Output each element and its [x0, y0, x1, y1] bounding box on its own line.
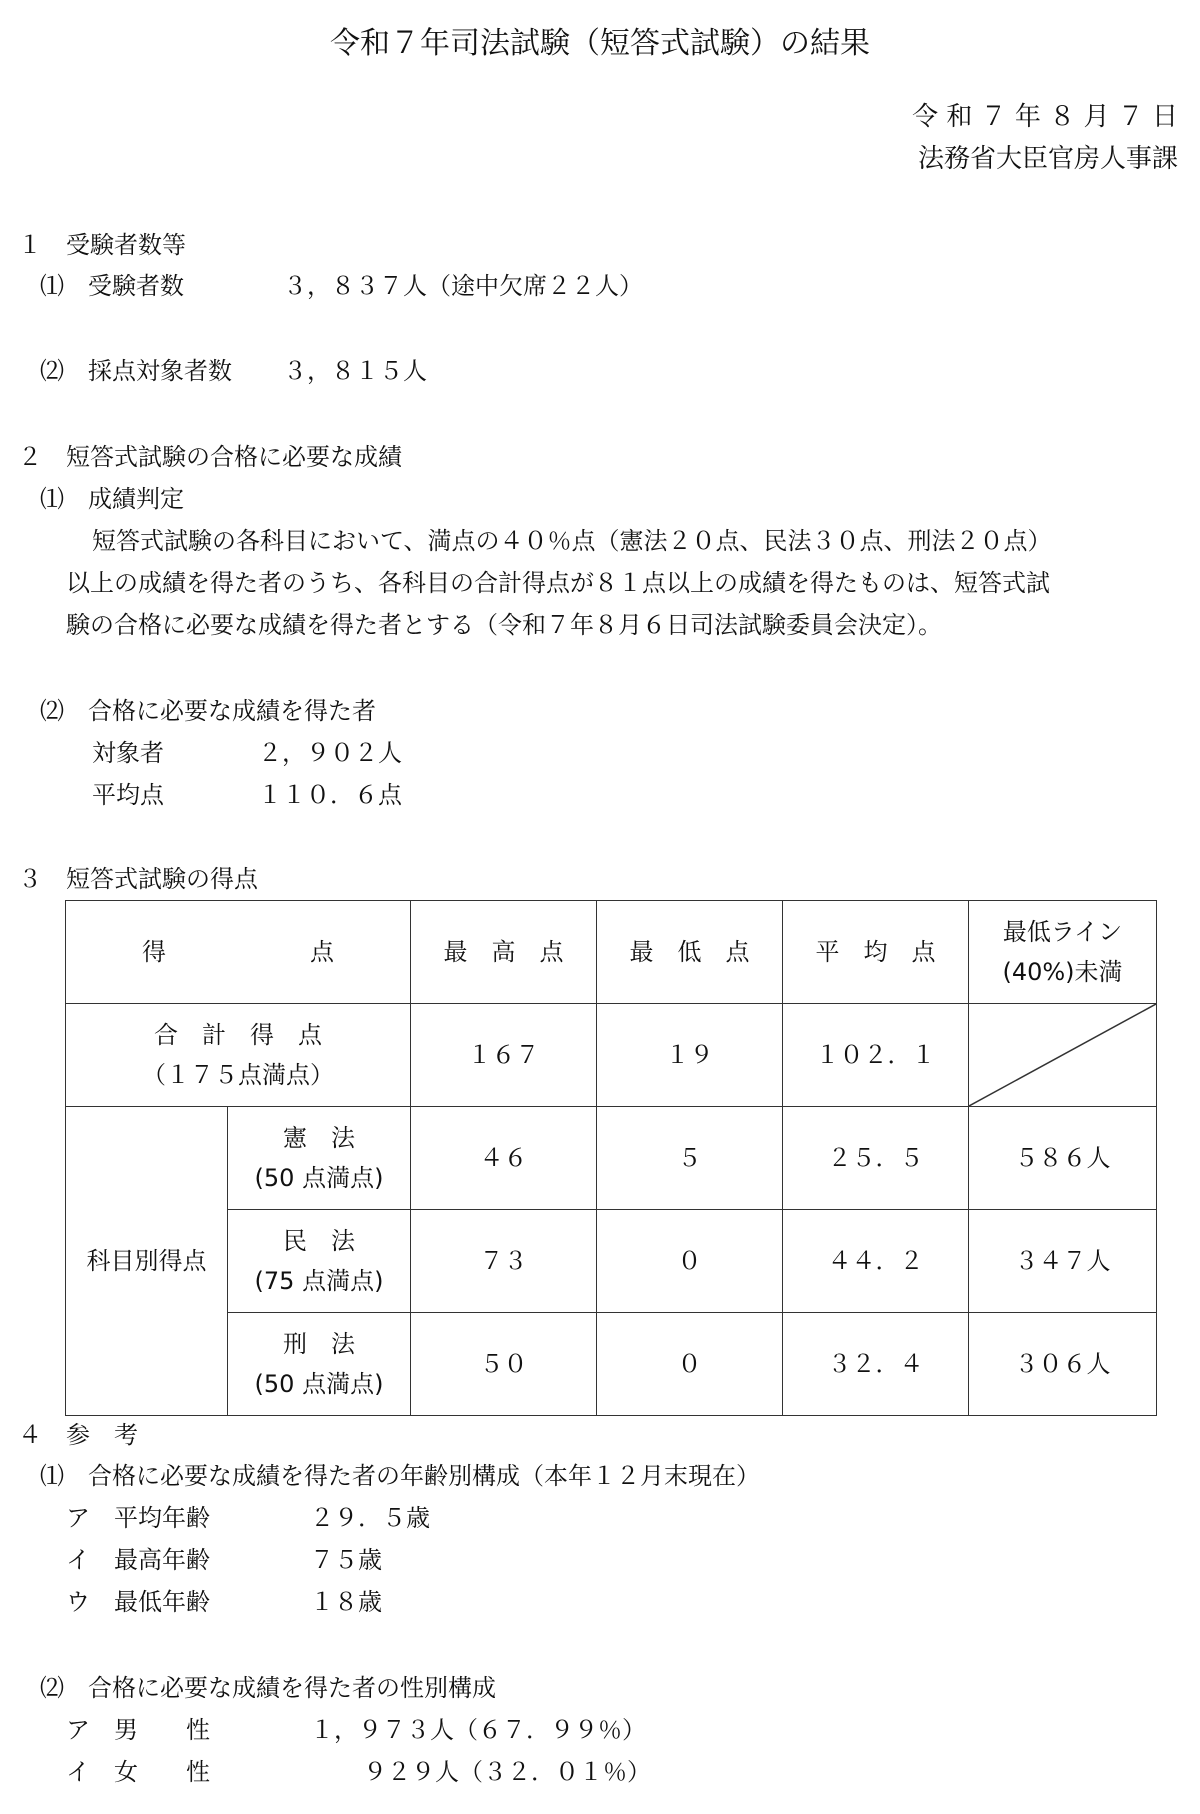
passers-average-label: 平均点	[92, 781, 164, 809]
header-avg: 平 均 点	[783, 901, 969, 1004]
issue-date: 令 和 ７ 年 ８ 月 ７ 日	[912, 102, 1178, 132]
score-table	[65, 900, 1157, 1416]
subject-full-score: (50 点満点)	[254, 1370, 384, 1398]
subject-max: ５０	[411, 1313, 597, 1416]
age-row-label: ウ 最低年齢	[66, 1588, 210, 1616]
header-min: 最 低 点	[597, 901, 783, 1004]
issuing-office: 法務省大臣官房人事課	[917, 144, 1178, 174]
header-score: 得 点	[66, 901, 411, 1004]
table-header-row	[66, 901, 1157, 1004]
subject-name-cell	[228, 1210, 411, 1313]
passers-label: ⑵ 合格に必要な成績を得た者	[40, 697, 376, 725]
gender-row-value: １，９７３人（６７．９９％）	[310, 1716, 646, 1744]
subject-full-score: (50 点満点)	[254, 1164, 384, 1192]
subject-group-label: 科目別得点	[66, 1107, 228, 1416]
age-row-value: ７５歳	[310, 1546, 382, 1574]
diagonal-line	[969, 1004, 1156, 1106]
total-avg: １０２．１	[783, 1004, 969, 1107]
examinees-label: ⑴ 受験者数	[40, 272, 184, 300]
subject-name: 刑 法	[283, 1330, 355, 1358]
subject-max: ７３	[411, 1210, 597, 1313]
subject-name: 民 法	[283, 1227, 355, 1255]
section-1-heading: １ 受験者数等	[18, 231, 186, 259]
subject-below-line: ３０６人	[969, 1313, 1157, 1416]
total-full-score: （１７５点満点）	[142, 1061, 334, 1089]
passers-average-value: １１０．６点	[258, 781, 402, 809]
age-row-value: １８歳	[310, 1588, 382, 1616]
age-row-value: ２９．５歳	[310, 1504, 430, 1532]
table-row-subject	[66, 1313, 1157, 1416]
judgement-text-line-3: 験の合格に必要な成績を得た者とする（令和７年８月６日司法試験委員会決定）。	[66, 611, 942, 639]
subject-avg: ３２．４	[783, 1313, 969, 1416]
subject-min: ０	[597, 1210, 783, 1313]
header-below-line-2: (40%)未満	[1002, 958, 1123, 986]
total-below-empty-cell	[969, 1004, 1157, 1107]
header-below-line	[969, 901, 1157, 1004]
gender-row-label: イ 女 性	[66, 1758, 210, 1786]
age-row-label: イ 最高年齢	[66, 1546, 210, 1574]
section-2-heading: ２ 短答式試験の合格に必要な成績	[18, 443, 402, 471]
judgement-label: ⑴ 成績判定	[40, 485, 184, 513]
subject-min: ０	[597, 1313, 783, 1416]
section-3-heading: ３ 短答式試験の得点	[18, 865, 258, 893]
total-max: １６７	[411, 1004, 597, 1107]
age-row-label: ア 平均年齢	[66, 1504, 210, 1532]
section-4-heading: ４ 参 考	[18, 1421, 138, 1449]
subject-max: ４６	[411, 1107, 597, 1210]
gender-row-label: ア 男 性	[66, 1716, 210, 1744]
examinees-value: ３，８３７人（途中欠席２２人）	[283, 272, 643, 300]
subject-min: ５	[597, 1107, 783, 1210]
passers-target-label: 対象者	[92, 739, 164, 767]
passers-target-value: ２，９０２人	[258, 739, 402, 767]
table-row-total	[66, 1004, 1157, 1107]
table-row-subject	[66, 1107, 1157, 1210]
judgement-text-line-1: 短答式試験の各科目において、満点の４０％点（憲法２０点、民法３０点、刑法２０点）	[92, 527, 1052, 555]
age-composition-label: ⑴ 合格に必要な成績を得た者の年齢別構成（本年１２月末現在）	[40, 1462, 760, 1490]
subject-full-score: (75 点満点)	[254, 1267, 384, 1295]
total-min: １９	[597, 1004, 783, 1107]
subject-avg: ２５．５	[783, 1107, 969, 1210]
subject-name-cell	[228, 1107, 411, 1210]
table-row-subject	[66, 1210, 1157, 1313]
header-max: 最 高 点	[411, 901, 597, 1004]
subject-name-cell	[228, 1313, 411, 1416]
gender-composition-label: ⑵ 合格に必要な成績を得た者の性別構成	[40, 1674, 496, 1702]
scored-value: ３，８１５人	[283, 357, 427, 385]
subject-below-line: ５８６人	[969, 1107, 1157, 1210]
subject-name: 憲 法	[283, 1124, 355, 1152]
scored-label: ⑵ 採点対象者数	[40, 357, 232, 385]
total-label-cell	[66, 1004, 411, 1107]
total-label: 合 計 得 点	[154, 1021, 322, 1049]
header-below-line-1: 最低ライン	[1002, 918, 1123, 946]
subject-below-line: ３４７人	[969, 1210, 1157, 1313]
page-title: 令和７年司法試験（短答式試験）の結果	[330, 26, 870, 61]
judgement-text-line-2: 以上の成績を得た者のうち、各科目の合計得点が８１点以上の成績を得たものは、短答式試	[66, 569, 1050, 597]
subject-avg: ４４．２	[783, 1210, 969, 1313]
gender-row-value: ９２９人（３２．０１％）	[363, 1758, 651, 1786]
